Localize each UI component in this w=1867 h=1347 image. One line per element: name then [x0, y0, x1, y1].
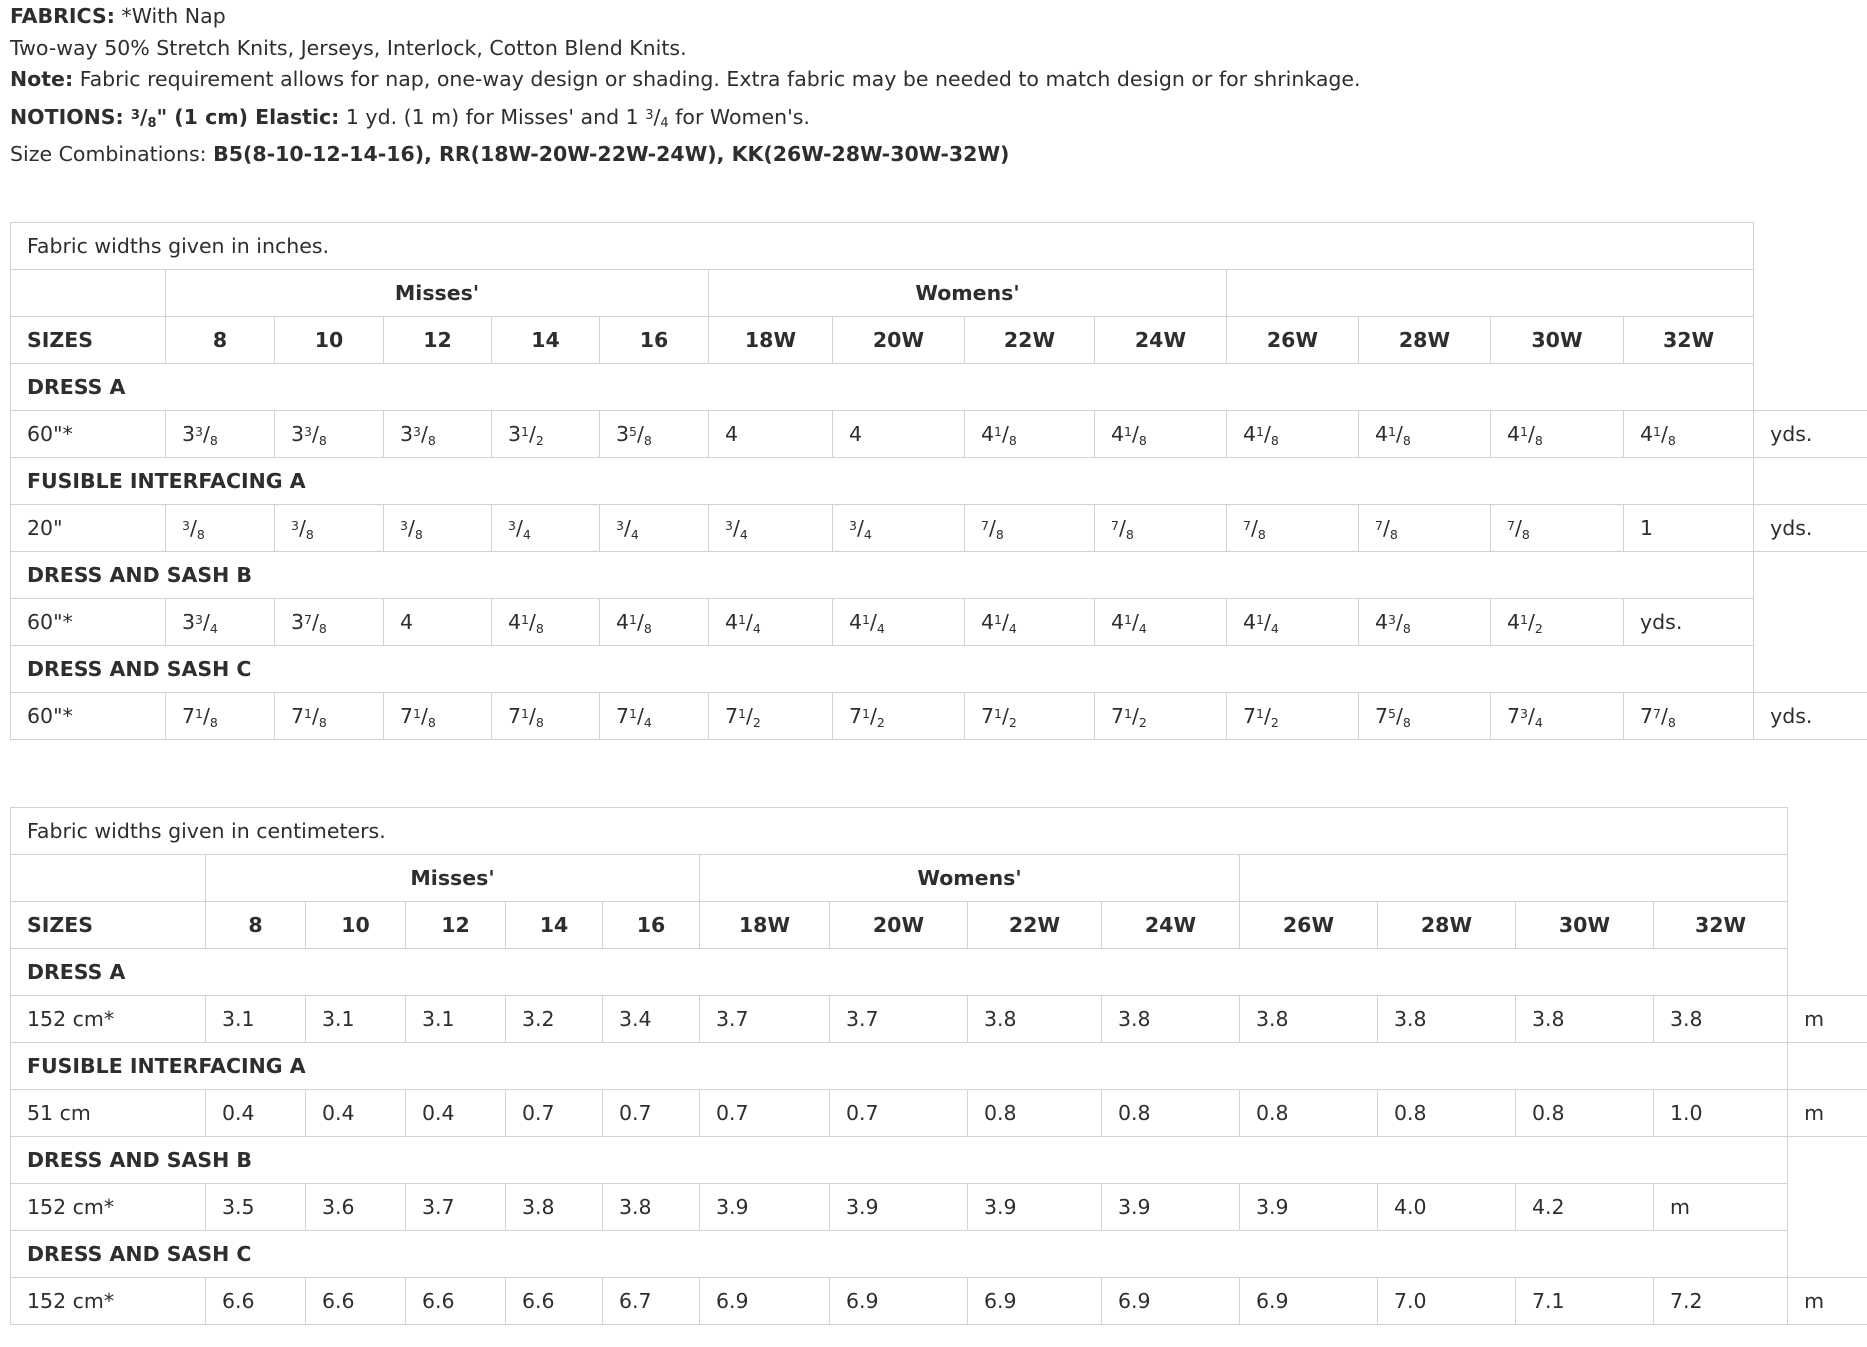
- yardage-value: 0.8: [1516, 1090, 1654, 1137]
- section-title: DRESS AND SASH B: [11, 552, 1754, 599]
- yardage-value: $3^1/_2$: [492, 411, 600, 458]
- yardage-value: 6.6: [206, 1278, 306, 1325]
- yardage-row: [11, 1278, 1867, 1325]
- yardage-row: [11, 411, 1867, 458]
- fabrics-line: FABRICS: *With Nap: [10, 4, 226, 28]
- size-header: 8: [166, 317, 275, 364]
- fabric-width: 152 cm*: [11, 1184, 206, 1231]
- yardage-value: $^3/_4$: [600, 505, 709, 552]
- yardage-value: 6.9: [1102, 1278, 1240, 1325]
- unit-label: yds.: [1754, 505, 1867, 552]
- yardage-value: 6.6: [406, 1278, 506, 1325]
- yardage-value: $3^3/_8$: [275, 411, 384, 458]
- yardage-value: 0.7: [830, 1090, 968, 1137]
- caption-row: [11, 808, 1867, 855]
- yardage-row: [11, 693, 1867, 740]
- size-header: 10: [306, 902, 406, 949]
- note-line: Note: Fabric requirement allows for nap, one-way design or shading. Extra fabric may be needed to match design or for shrinkage.: [10, 67, 1361, 91]
- yardage-value: $4^1/_4$: [1095, 599, 1227, 646]
- size-header: 12: [406, 902, 506, 949]
- yardage-value: 1.0: [1654, 1090, 1788, 1137]
- size-header: 12: [384, 317, 492, 364]
- yardage-value: 6.9: [830, 1278, 968, 1325]
- yardage-value: 3.8: [1654, 996, 1788, 1043]
- yardage-value: $^7/_8$: [1359, 505, 1491, 552]
- unit-label: m: [1788, 1090, 1867, 1137]
- yardage-value: 1: [1624, 505, 1754, 552]
- yardage-value: $7^1/_8$: [166, 693, 275, 740]
- yardage-value: $4^1/_4$: [965, 599, 1095, 646]
- yardage-value: $7^1/_2$: [833, 693, 965, 740]
- yardage-value: 3.7: [830, 996, 968, 1043]
- yardage-value: 7.0: [1378, 1278, 1516, 1325]
- yardage-value: $4^1/_8$: [1491, 411, 1624, 458]
- yardage-value: 0.8: [1240, 1090, 1378, 1137]
- yardage-value: 6.6: [306, 1278, 406, 1325]
- misses-group-header: Misses': [166, 270, 709, 317]
- fabric-width: 152 cm*: [11, 996, 206, 1043]
- fabric-width: 152 cm*: [11, 1278, 206, 1325]
- yardage-value: 0.4: [306, 1090, 406, 1137]
- yardage-value: 3.8: [1102, 996, 1240, 1043]
- yardage-row: [11, 599, 1867, 646]
- womens-group-header: Womens': [700, 855, 1240, 902]
- yardage-value: $4^1/_2$: [1491, 599, 1624, 646]
- unit-label: yds.: [1754, 693, 1867, 740]
- size-header: 32W: [1624, 317, 1754, 364]
- yardage-value: $^3/_8$: [275, 505, 384, 552]
- yardage-value: 3.7: [406, 1184, 506, 1231]
- yardage-value: 0.7: [700, 1090, 830, 1137]
- yardage-value: 4.2: [1516, 1184, 1654, 1231]
- yardage-value: 0.7: [506, 1090, 603, 1137]
- yardage-value: 3.8: [1378, 996, 1516, 1043]
- yardage-value: $3^5/_8$: [600, 411, 709, 458]
- yardage-value: 4: [709, 411, 833, 458]
- yardage-value: $7^1/_8$: [492, 693, 600, 740]
- yardage-value: $^3/_4$: [492, 505, 600, 552]
- section-title-row: [11, 458, 1867, 505]
- size-header: 28W: [1359, 317, 1491, 364]
- yardage-value: 3.1: [206, 996, 306, 1043]
- size-header: 30W: [1491, 317, 1624, 364]
- size-header: 26W: [1227, 317, 1359, 364]
- section-title-row: [11, 949, 1867, 996]
- yardage-value: $4^1/_8$: [1359, 411, 1491, 458]
- fabric-width: 60"*: [11, 599, 166, 646]
- section-title: DRESS AND SASH C: [11, 1231, 1788, 1278]
- yardage-value: 3.8: [506, 1184, 603, 1231]
- yardage-value: 0.8: [1102, 1090, 1240, 1137]
- size-header: 28W: [1378, 902, 1516, 949]
- yardage-value: 3.8: [1516, 996, 1654, 1043]
- yardage-value: 3.7: [700, 996, 830, 1043]
- yardage-value: 6.7: [603, 1278, 700, 1325]
- size-group-row: [11, 270, 1867, 317]
- yardage-value: $^7/_8$: [965, 505, 1095, 552]
- caption-row: [11, 223, 1867, 270]
- sizes-label: SIZES: [11, 317, 166, 364]
- yardage-value: 3.9: [700, 1184, 830, 1231]
- yardage-value: $4^1/_4$: [709, 599, 833, 646]
- yardage-value: $7^7/_8$: [1624, 693, 1754, 740]
- yardage-value: 0.8: [968, 1090, 1102, 1137]
- table-caption: Fabric widths given in centimeters.: [11, 808, 1788, 855]
- unit-label: yds.: [1624, 599, 1754, 646]
- yardage-value: $7^1/_8$: [275, 693, 384, 740]
- section-title-row: [11, 552, 1867, 599]
- yardage-value: $7^1/_8$: [384, 693, 492, 740]
- yardage-value: $3^7/_8$: [275, 599, 384, 646]
- size-header: 16: [603, 902, 700, 949]
- yardage-value: 4.0: [1378, 1184, 1516, 1231]
- size-header: 8: [206, 902, 306, 949]
- yardage-row: [11, 505, 1867, 552]
- yardage-value: $^7/_8$: [1227, 505, 1359, 552]
- table-caption: Fabric widths given in inches.: [11, 223, 1754, 270]
- size-header: 18W: [700, 902, 830, 949]
- yardage-value: 3.6: [306, 1184, 406, 1231]
- yardage-value: $3^3/_4$: [166, 599, 275, 646]
- womens-group-header: Womens': [709, 270, 1227, 317]
- yardage-value: 3.9: [968, 1184, 1102, 1231]
- size-header: 22W: [968, 902, 1102, 949]
- section-title-row: [11, 1043, 1867, 1090]
- yardage-value: $^3/_4$: [833, 505, 965, 552]
- size-header: 30W: [1516, 902, 1654, 949]
- yardage-value: $7^1/_2$: [1227, 693, 1359, 740]
- yardage-row: [11, 1184, 1867, 1231]
- yardage-value: $^3/_8$: [384, 505, 492, 552]
- size-group-row: [11, 855, 1867, 902]
- yardage-value: 3.1: [406, 996, 506, 1043]
- section-title: FUSIBLE INTERFACING A: [11, 1043, 1788, 1090]
- yardage-value: 7.1: [1516, 1278, 1654, 1325]
- section-title-row: [11, 364, 1867, 411]
- yardage-value: $7^1/_2$: [709, 693, 833, 740]
- sizes-header-row: [11, 902, 1867, 949]
- size-header: 24W: [1102, 902, 1240, 949]
- size-header: 16: [600, 317, 709, 364]
- section-title-row: [11, 646, 1867, 693]
- size-combinations-line: Size Combinations: B5(8-10-12-14-16), RR(18W-20W-22W-24W), KK(26W-28W-30W-32W): [10, 142, 1010, 166]
- size-header: 32W: [1654, 902, 1788, 949]
- fabric-requirements-notes: [10, 0, 1862, 171]
- yardage-value: 0.7: [603, 1090, 700, 1137]
- size-header: 26W: [1240, 902, 1378, 949]
- yardage-value: 0.4: [206, 1090, 306, 1137]
- yardage-value: 3.8: [968, 996, 1102, 1043]
- yardage-value: $^3/_4$: [709, 505, 833, 552]
- yardage-value: $4^1/_8$: [492, 599, 600, 646]
- fabric-width: 51 cm: [11, 1090, 206, 1137]
- unit-label: m: [1788, 996, 1867, 1043]
- yardage-row: [11, 996, 1867, 1043]
- yardage-value: 3.4: [603, 996, 700, 1043]
- fabric-width: 60"*: [11, 693, 166, 740]
- yardage-value: $4^1/_8$: [1095, 411, 1227, 458]
- yardage-value: $^3/_8$: [166, 505, 275, 552]
- yardage-value: $^7/_8$: [1095, 505, 1227, 552]
- centimeters-yardage-table: [10, 807, 1867, 1325]
- sizes-header-row: [11, 317, 1867, 364]
- inches-yardage-table: [10, 222, 1867, 740]
- yardage-value: $7^5/_8$: [1359, 693, 1491, 740]
- yardage-value: $4^1/_8$: [600, 599, 709, 646]
- size-header: 22W: [965, 317, 1095, 364]
- size-header: 14: [506, 902, 603, 949]
- yardage-value: 3.2: [506, 996, 603, 1043]
- size-header: 20W: [833, 317, 965, 364]
- size-header: 14: [492, 317, 600, 364]
- yardage-value: $^7/_8$: [1491, 505, 1624, 552]
- section-title-row: [11, 1231, 1867, 1278]
- size-header: 18W: [709, 317, 833, 364]
- section-title-row: [11, 1137, 1867, 1184]
- yardage-value: 6.9: [1240, 1278, 1378, 1325]
- yardage-value: 7.2: [1654, 1278, 1788, 1325]
- yardage-value: $3^3/_8$: [384, 411, 492, 458]
- section-title: DRESS A: [11, 949, 1788, 996]
- yardage-value: $4^1/_4$: [833, 599, 965, 646]
- unit-label: m: [1788, 1278, 1867, 1325]
- yardage-row: [11, 1090, 1867, 1137]
- yardage-value: 6.6: [506, 1278, 603, 1325]
- misses-group-header: Misses': [206, 855, 700, 902]
- fabric-types-line: Two-way 50% Stretch Knits, Jerseys, Interlock, Cotton Blend Knits.: [10, 35, 687, 60]
- yardage-value: $7^1/_2$: [1095, 693, 1227, 740]
- yardage-value: $7^1/_4$: [600, 693, 709, 740]
- unit-label: yds.: [1754, 411, 1867, 458]
- size-header: 10: [275, 317, 384, 364]
- sizes-label: SIZES: [11, 902, 206, 949]
- yardage-value: $4^1/_4$: [1227, 599, 1359, 646]
- yardage-value: $4^1/_8$: [1227, 411, 1359, 458]
- size-header: 24W: [1095, 317, 1227, 364]
- yardage-value: $4^3/_8$: [1359, 599, 1491, 646]
- unit-label: m: [1654, 1184, 1788, 1231]
- size-header: 20W: [830, 902, 968, 949]
- yardage-value: 6.9: [700, 1278, 830, 1325]
- yardage-value: 6.9: [968, 1278, 1102, 1325]
- yardage-value: 3.9: [1240, 1184, 1378, 1231]
- section-title: DRESS AND SASH B: [11, 1137, 1788, 1184]
- yardage-value: 3.1: [306, 996, 406, 1043]
- yardage-value: 4: [384, 599, 492, 646]
- section-title: FUSIBLE INTERFACING A: [11, 458, 1754, 505]
- yardage-value: $4^1/_8$: [1624, 411, 1754, 458]
- section-title: DRESS A: [11, 364, 1754, 411]
- yardage-value: 3.9: [830, 1184, 968, 1231]
- section-title: DRESS AND SASH C: [11, 646, 1754, 693]
- yardage-value: $7^1/_2$: [965, 693, 1095, 740]
- yardage-value: 0.8: [1378, 1090, 1516, 1137]
- yardage-value: 3.5: [206, 1184, 306, 1231]
- yardage-value: 3.9: [1102, 1184, 1240, 1231]
- yardage-value: 3.8: [603, 1184, 700, 1231]
- yardage-value: $3^3/_8$: [166, 411, 275, 458]
- yardage-value: 0.4: [406, 1090, 506, 1137]
- fabric-width: 20": [11, 505, 166, 552]
- notions-line: NOTIONS: $^3/_8$" (1 cm) Elastic: 1 yd. (1 m) for Misses' and 1 $^3/_4$ for Women's.: [10, 104, 810, 131]
- fabric-width: 60"*: [11, 411, 166, 458]
- yardage-value: $4^1/_8$: [965, 411, 1095, 458]
- yardage-value: $7^3/_4$: [1491, 693, 1624, 740]
- yardage-value: 3.8: [1240, 996, 1378, 1043]
- yardage-value: 4: [833, 411, 965, 458]
